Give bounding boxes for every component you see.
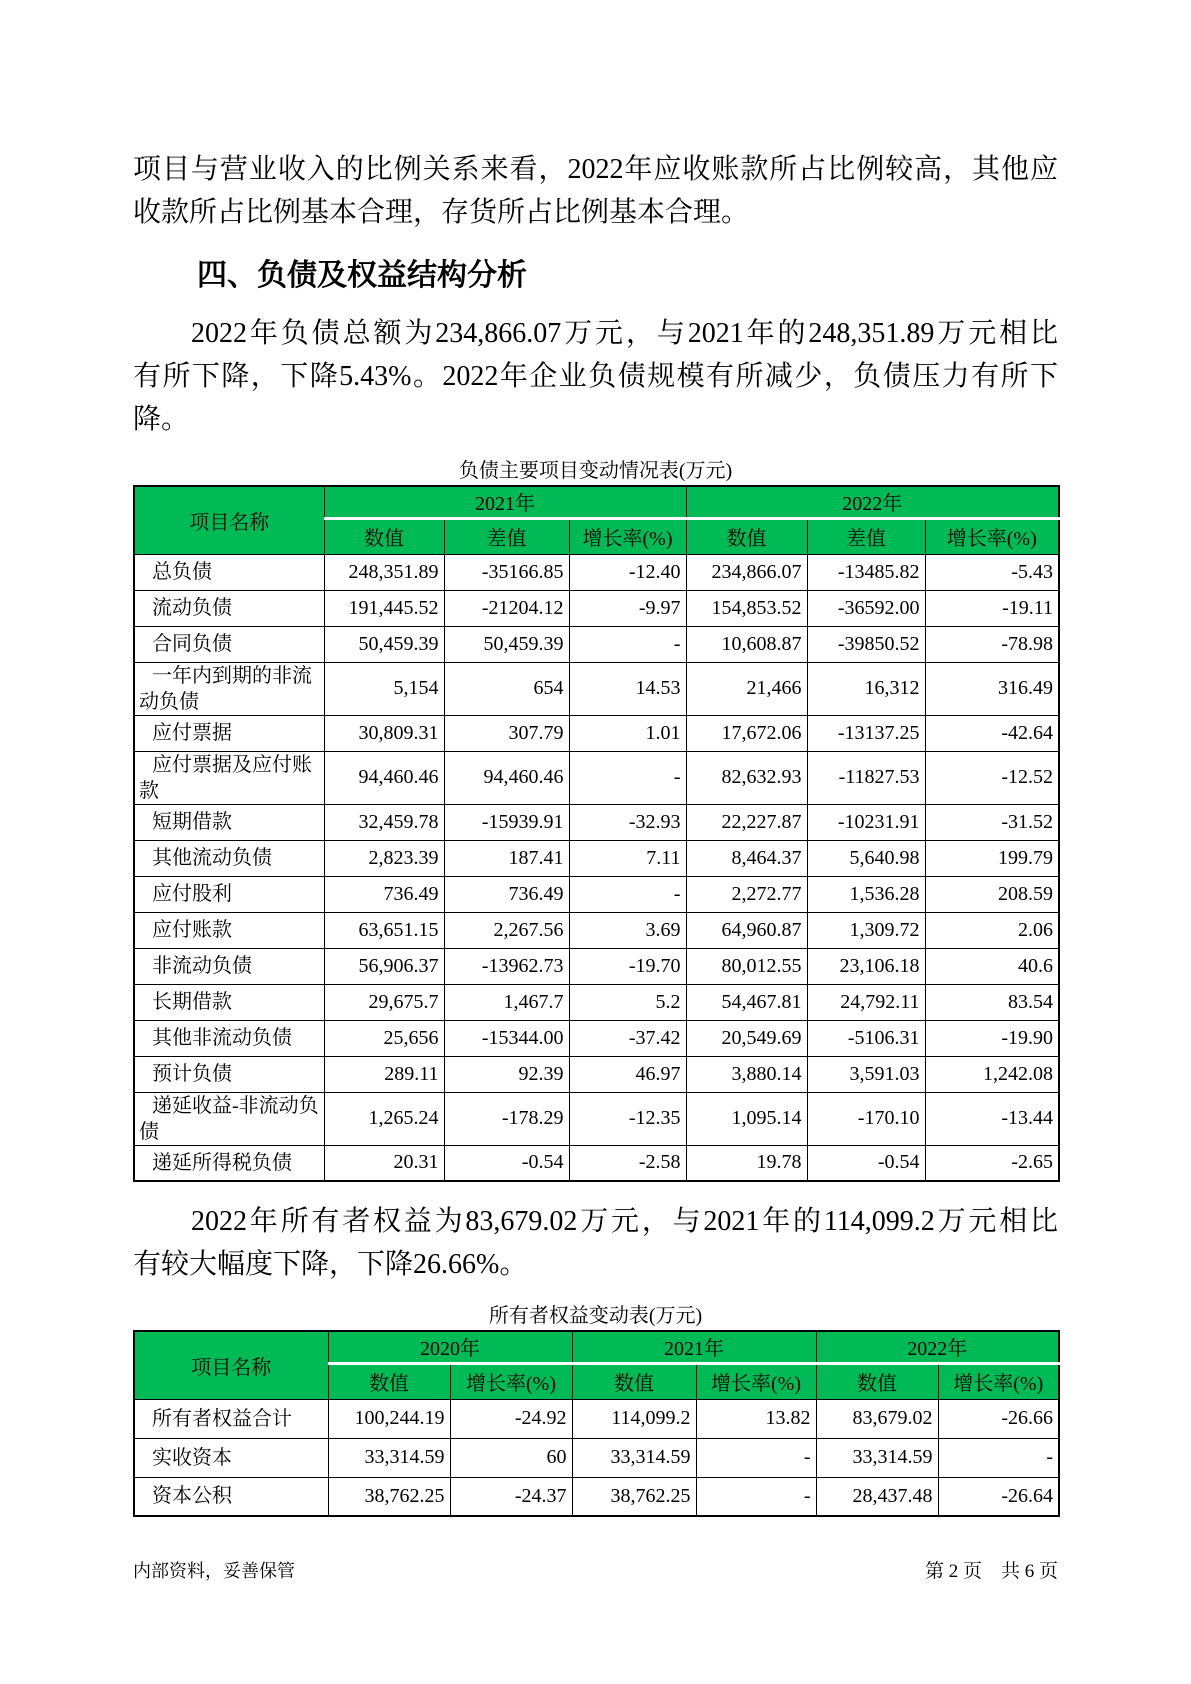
cell-value: -13.44 (925, 1092, 1059, 1145)
row-label: 其他非流动负债 (134, 1020, 324, 1056)
cell-value: -37.42 (569, 1020, 686, 1056)
cell-value: -2.58 (569, 1145, 686, 1181)
cell-value: - (696, 1438, 816, 1477)
cell-value: 3.69 (569, 912, 686, 948)
cell-value: - (696, 1477, 816, 1516)
item-name-header: 项目名称 (134, 1331, 328, 1399)
row-label: 一年内到期的非流动负债 (134, 662, 324, 715)
cell-value: 94,460.46 (444, 751, 569, 804)
cell-value: -0.54 (807, 1145, 925, 1181)
cell-value: 654 (444, 662, 569, 715)
cell-value: -5106.31 (807, 1020, 925, 1056)
cell-value: 2,267.56 (444, 912, 569, 948)
cell-value: -12.35 (569, 1092, 686, 1145)
paragraph-line: 项目与营业收入的比例关系来看，2022年应收账款所占比例较高，其他应 (133, 154, 1058, 185)
cell-value: 114,099.2 (572, 1399, 696, 1438)
cell-value: 54,467.81 (686, 984, 807, 1020)
cell-value: 289.11 (324, 1056, 444, 1092)
cell-value: -24.37 (450, 1477, 572, 1516)
cell-value: 60 (450, 1438, 572, 1477)
cell-value: 1.01 (569, 715, 686, 751)
cell-value: 64,960.87 (686, 912, 807, 948)
cell-value: 187.41 (444, 840, 569, 876)
row-label: 应付股利 (134, 876, 324, 912)
cell-value: 83.54 (925, 984, 1059, 1020)
cell-value: 25,656 (324, 1020, 444, 1056)
cell-value: 316.49 (925, 662, 1059, 715)
table-row (134, 626, 1059, 662)
cell-value: 199.79 (925, 840, 1059, 876)
cell-value: 24,792.11 (807, 984, 925, 1020)
footer-page-number: 第 2 页 共 6 页 (924, 1561, 1058, 1582)
cell-value: 33,314.59 (816, 1438, 938, 1477)
cell-value: 92.39 (444, 1056, 569, 1092)
sub-column-header: 增长率(%) (938, 1363, 1059, 1399)
page-footer (133, 1556, 1058, 1583)
year-group-header: 2021年 (572, 1331, 816, 1363)
table-row (134, 590, 1059, 626)
cell-value: 21,466 (686, 662, 807, 715)
cell-value: 33,314.59 (572, 1438, 696, 1477)
cell-value: 38,762.25 (328, 1477, 450, 1516)
row-label: 合同负债 (134, 626, 324, 662)
cell-value: 7.11 (569, 840, 686, 876)
row-label: 流动负债 (134, 590, 324, 626)
cell-value: 22,227.87 (686, 804, 807, 840)
paragraph-line: 有较大幅度下降，下降26.66%。 (133, 1249, 528, 1280)
cell-value: 30,809.31 (324, 715, 444, 751)
cell-value: 29,675.7 (324, 984, 444, 1020)
table-row (134, 804, 1059, 840)
cell-value: - (569, 876, 686, 912)
table-header (134, 1331, 1059, 1399)
year-group-header: 2022年 (816, 1331, 1059, 1363)
table-row (134, 751, 1059, 804)
cell-value: 23,106.18 (807, 948, 925, 984)
cell-value: -9.97 (569, 590, 686, 626)
cell-value: -21204.12 (444, 590, 569, 626)
cell-value: -19.11 (925, 590, 1059, 626)
sub-column-header: 数值 (572, 1363, 696, 1399)
row-label: 预计负债 (134, 1056, 324, 1092)
cell-value: 8,464.37 (686, 840, 807, 876)
cell-value: 5,154 (324, 662, 444, 715)
cell-value: -19.70 (569, 948, 686, 984)
cell-value: 38,762.25 (572, 1477, 696, 1516)
cell-value: 100,244.19 (328, 1399, 450, 1438)
cell-value: 1,467.7 (444, 984, 569, 1020)
table-body (134, 1399, 1059, 1516)
cell-value: 2,272.77 (686, 876, 807, 912)
row-label: 总负债 (134, 554, 324, 590)
row-label: 递延所得税负债 (134, 1145, 324, 1181)
cell-value: 63,651.15 (324, 912, 444, 948)
table-row (134, 554, 1059, 590)
liabilities-table (133, 485, 1060, 1182)
footer-confidential-note: 内部资料，妥善保管 (133, 1561, 295, 1581)
cell-value: 1,265.24 (324, 1092, 444, 1145)
table-row (134, 1438, 1059, 1477)
section-heading: 四、负债及权益结构分析 (197, 259, 527, 292)
equity-table (133, 1330, 1060, 1517)
cell-value: 234,866.07 (686, 554, 807, 590)
cell-value: -31.52 (925, 804, 1059, 840)
sub-column-header: 增长率(%) (696, 1363, 816, 1399)
cell-value: -5.43 (925, 554, 1059, 590)
cell-value: 5.2 (569, 984, 686, 1020)
cell-value: 736.49 (324, 876, 444, 912)
cell-value: -13485.82 (807, 554, 925, 590)
paragraph-liabilities (133, 312, 1058, 441)
cell-value: 736.49 (444, 876, 569, 912)
cell-value: -0.54 (444, 1145, 569, 1181)
cell-value: 248,351.89 (324, 554, 444, 590)
cell-value: 16,312 (807, 662, 925, 715)
cell-value: 17,672.06 (686, 715, 807, 751)
paragraph-line: 收款所占比例基本合理，存货所占比例基本合理。 (133, 197, 750, 228)
cell-value: 3,880.14 (686, 1056, 807, 1092)
cell-value: -19.90 (925, 1020, 1059, 1056)
cell-value: 307.79 (444, 715, 569, 751)
row-label: 非流动负债 (134, 948, 324, 984)
cell-value: -15939.91 (444, 804, 569, 840)
cell-value: - (569, 626, 686, 662)
cell-value: -12.52 (925, 751, 1059, 804)
cell-value: 191,445.52 (324, 590, 444, 626)
cell-value: 94,460.46 (324, 751, 444, 804)
row-label: 其他流动负债 (134, 840, 324, 876)
table-row (134, 662, 1059, 715)
cell-value: -2.65 (925, 1145, 1059, 1181)
table-row (134, 1399, 1059, 1438)
table-body (134, 554, 1059, 1181)
cell-value: 19.78 (686, 1145, 807, 1181)
cell-value: 20.31 (324, 1145, 444, 1181)
cell-value: 80,012.55 (686, 948, 807, 984)
item-name-header: 项目名称 (134, 486, 324, 554)
cell-value: 1,309.72 (807, 912, 925, 948)
cell-value: 56,906.37 (324, 948, 444, 984)
cell-value: 1,095.14 (686, 1092, 807, 1145)
table-row (134, 840, 1059, 876)
cell-value: -36592.00 (807, 590, 925, 626)
year-group-header: 2020年 (328, 1331, 572, 1363)
cell-value: - (569, 751, 686, 804)
sub-column-header: 数值 (328, 1363, 450, 1399)
cell-value: 40.6 (925, 948, 1059, 984)
table-row (134, 1477, 1059, 1516)
row-label: 应付票据及应付账款 (134, 751, 324, 804)
equity-table-title: 所有者权益变动表(万元) (488, 1305, 703, 1327)
cell-value: 154,853.52 (686, 590, 807, 626)
cell-value: 5,640.98 (807, 840, 925, 876)
cell-value: 14.53 (569, 662, 686, 715)
sub-column-header: 差值 (807, 518, 925, 554)
row-label: 递延收益-非流动负债 (134, 1092, 324, 1145)
cell-value: 50,459.39 (444, 626, 569, 662)
cell-value: 28,437.48 (816, 1477, 938, 1516)
paragraph-line: 2022年负债总额为234,866.07万元，与2021年的248,351.89万元相比 (191, 318, 1058, 349)
row-label: 资本公积 (134, 1477, 328, 1516)
cell-value: -12.40 (569, 554, 686, 590)
row-label: 短期借款 (134, 804, 324, 840)
sub-column-header: 差值 (444, 518, 569, 554)
cell-value: 32,459.78 (324, 804, 444, 840)
sub-column-header: 增长率(%) (925, 518, 1059, 554)
row-label: 实收资本 (134, 1438, 328, 1477)
cell-value: 20,549.69 (686, 1020, 807, 1056)
sub-column-header: 数值 (686, 518, 807, 554)
year-group-header: 2021年 (324, 486, 686, 518)
table-row (134, 1056, 1059, 1092)
paragraph-continued (133, 148, 1058, 234)
table-header (134, 486, 1059, 554)
cell-value: 1,242.08 (925, 1056, 1059, 1092)
row-label: 应付票据 (134, 715, 324, 751)
cell-value: 208.59 (925, 876, 1059, 912)
row-label: 所有者权益合计 (134, 1399, 328, 1438)
cell-value: 10,608.87 (686, 626, 807, 662)
cell-value: -24.92 (450, 1399, 572, 1438)
sub-column-header: 增长率(%) (569, 518, 686, 554)
year-group-header: 2022年 (686, 486, 1059, 518)
paragraph-line: 有所下降，下降5.43%。2022年企业负债规模有所减少，负债压力有所下降。 (133, 361, 1058, 435)
cell-value: -13962.73 (444, 948, 569, 984)
table-row (134, 1145, 1059, 1181)
table-row (134, 715, 1059, 751)
table-row (134, 876, 1059, 912)
cell-value: 50,459.39 (324, 626, 444, 662)
row-label: 长期借款 (134, 984, 324, 1020)
table-row (134, 912, 1059, 948)
cell-value: 33,314.59 (328, 1438, 450, 1477)
cell-value: 83,679.02 (816, 1399, 938, 1438)
cell-value: - (938, 1438, 1059, 1477)
cell-value: -10231.91 (807, 804, 925, 840)
cell-value: -39850.52 (807, 626, 925, 662)
cell-value: 2,823.39 (324, 840, 444, 876)
cell-value: -32.93 (569, 804, 686, 840)
row-label: 应付账款 (134, 912, 324, 948)
cell-value: -78.98 (925, 626, 1059, 662)
paragraph-equity (133, 1200, 1058, 1286)
paragraph-line: 2022年所有者权益为83,679.02万元，与2021年的114,099.2万元相比 (191, 1206, 1058, 1237)
table-row (134, 1092, 1059, 1145)
cell-value: -26.66 (938, 1399, 1059, 1438)
cell-value: 3,591.03 (807, 1056, 925, 1092)
cell-value: 82,632.93 (686, 751, 807, 804)
cell-value: -26.64 (938, 1477, 1059, 1516)
table-row (134, 984, 1059, 1020)
sub-column-header: 数值 (816, 1363, 938, 1399)
cell-value: 1,536.28 (807, 876, 925, 912)
cell-value: -15344.00 (444, 1020, 569, 1056)
cell-value: -35166.85 (444, 554, 569, 590)
cell-value: 13.82 (696, 1399, 816, 1438)
cell-value: -42.64 (925, 715, 1059, 751)
cell-value: -13137.25 (807, 715, 925, 751)
table-row (134, 1020, 1059, 1056)
cell-value: -178.29 (444, 1092, 569, 1145)
cell-value: 46.97 (569, 1056, 686, 1092)
cell-value: 2.06 (925, 912, 1059, 948)
liabilities-table-title: 负债主要项目变动情况表(万元) (458, 460, 733, 482)
table-row (134, 948, 1059, 984)
sub-column-header: 数值 (324, 518, 444, 554)
cell-value: -11827.53 (807, 751, 925, 804)
cell-value: -170.10 (807, 1092, 925, 1145)
sub-column-header: 增长率(%) (450, 1363, 572, 1399)
